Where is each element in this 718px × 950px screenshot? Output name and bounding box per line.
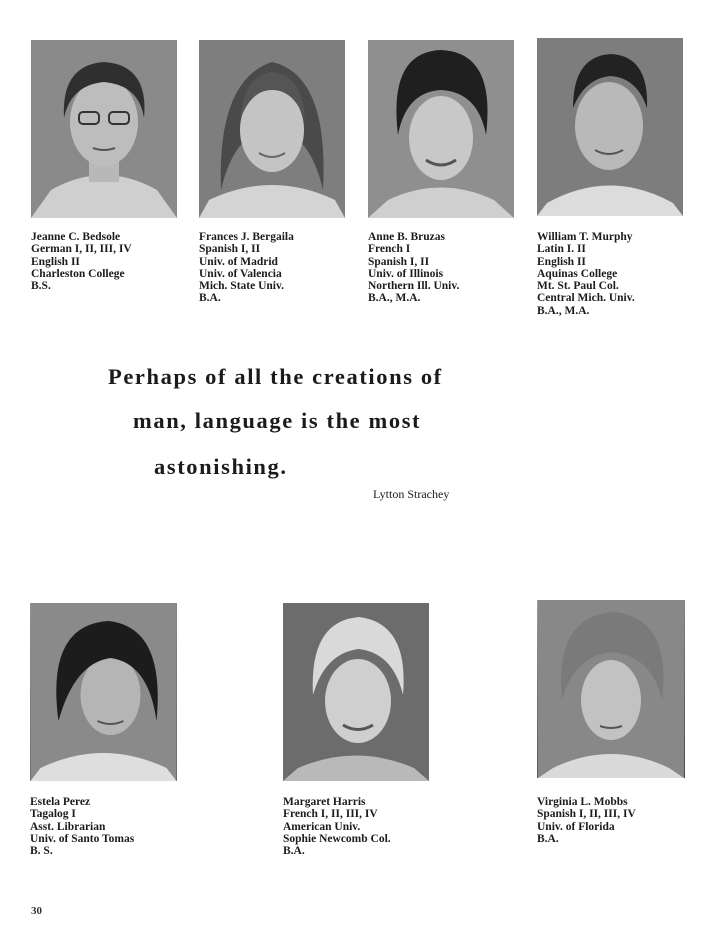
portrait-photo-perez: [30, 603, 177, 781]
faculty-caption: [283, 796, 443, 857]
faculty-detail: B. S.: [30, 845, 53, 858]
faculty-detail: Sophie Newcomb Col.: [283, 832, 391, 845]
portrait-image: [283, 603, 429, 781]
portrait-image: [199, 40, 345, 218]
faculty-detail: Aquinas College: [537, 267, 618, 280]
portrait-image: [537, 600, 685, 778]
portrait-photo-bruzas: [368, 40, 514, 218]
faculty-detail: B.S.: [31, 280, 51, 293]
portrait-photo-mobbs: [537, 600, 685, 778]
faculty-caption: [537, 796, 697, 845]
faculty-name: Margaret Harris: [283, 796, 366, 808]
faculty-detail: Spanish I, II: [368, 255, 430, 268]
portrait-photo-murphy: [537, 38, 683, 216]
faculty-name: Anne B. Bruzas: [368, 231, 445, 243]
faculty-detail: German I, II, III, IV: [31, 243, 132, 256]
portrait-photo-harris: [283, 603, 429, 781]
portrait-image: [368, 40, 514, 218]
faculty-detail: Asst. Librarian: [30, 820, 106, 833]
faculty-name: Estela Perez: [30, 796, 91, 808]
faculty-caption: [31, 231, 191, 292]
faculty-detail: French I: [368, 243, 411, 256]
faculty-caption: [199, 231, 359, 305]
faculty-detail: Univ. of Valencia: [199, 267, 282, 280]
portrait-image: [537, 38, 683, 216]
faculty-detail: Mt. St. Paul Col.: [537, 280, 619, 293]
portrait-photo-bergaila: [199, 40, 345, 218]
quote-line: astonishing.: [154, 454, 288, 479]
quote-author: Lytton Strachey: [373, 487, 450, 501]
faculty-detail: B.A., M.A.: [368, 292, 421, 305]
faculty-caption: [30, 796, 190, 857]
faculty-detail: B.A.: [199, 292, 221, 305]
faculty-name: William T. Murphy: [537, 231, 633, 243]
faculty-caption: [537, 231, 697, 317]
faculty-detail: Univ. of Madrid: [199, 255, 278, 268]
page-number: 30: [31, 905, 42, 917]
faculty-detail: English II: [31, 255, 80, 268]
faculty-detail: Charleston College: [31, 267, 125, 280]
portrait-image: [31, 40, 177, 218]
faculty-name: Frances J. Bergaila: [199, 231, 294, 243]
faculty-detail: Northern Ill. Univ.: [368, 280, 460, 293]
faculty-name: Virginia L. Mobbs: [537, 796, 628, 808]
faculty-detail: Univ. of Illinois: [368, 267, 444, 280]
faculty-detail: Latin I. II: [537, 243, 586, 256]
faculty-name: Jeanne C. Bedsole: [31, 231, 121, 243]
faculty-detail: Tagalog I: [30, 808, 76, 821]
quote-line: Perhaps of all the creations of: [108, 364, 443, 389]
faculty-detail: Spanish I, II: [199, 243, 261, 256]
faculty-detail: French I, II, III, IV: [283, 808, 378, 821]
faculty-detail: Mich. State Univ.: [199, 280, 284, 293]
faculty-detail: B.A.: [537, 832, 559, 845]
faculty-detail: American Univ.: [283, 820, 361, 833]
faculty-detail: Spanish I, II, III, IV: [537, 808, 636, 821]
quote-line: man, language is the most: [133, 408, 422, 433]
portrait-photo-bedsole: [31, 40, 177, 218]
portrait-image: [30, 603, 177, 781]
faculty-detail: Univ. of Santo Tomas: [30, 832, 135, 845]
faculty-detail: English II: [537, 255, 586, 268]
faculty-detail: B.A., M.A.: [537, 304, 590, 317]
faculty-caption: [368, 231, 528, 305]
faculty-detail: B.A.: [283, 845, 305, 858]
faculty-detail: Central Mich. Univ.: [537, 292, 635, 305]
faculty-detail: Univ. of Florida: [537, 820, 615, 833]
